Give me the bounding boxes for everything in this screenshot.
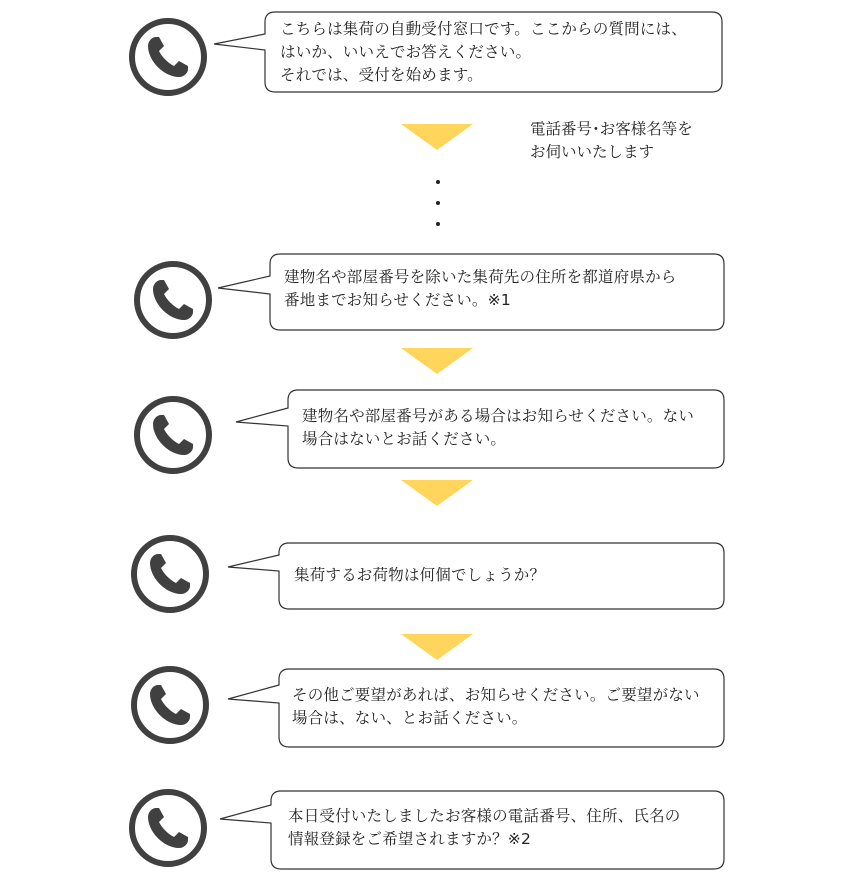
bubble-text: 建物名や部屋番号がある場合はお知らせください。ない 場合はないとお話ください。 — [302, 407, 695, 448]
down-arrow — [401, 348, 473, 374]
down-arrow — [401, 634, 473, 660]
phone-icon — [126, 786, 210, 870]
bubble-text: 集荷するお荷物は何個でしょうか？ — [294, 566, 546, 584]
bubble-text: 本日受付いたしましたお客様の電話番号、住所、氏名の 情報登録をご希望されますか？※2 — [288, 807, 681, 848]
speech-bubble — [226, 667, 726, 749]
phone-icon — [128, 532, 212, 616]
bubble-text: その他ご要望があれば、お知らせください。ご要望がない 場合は、ない、とお話ください。 — [292, 686, 700, 727]
speech-bubble — [218, 789, 726, 871]
down-arrow — [401, 124, 473, 150]
ellipsis-dot — [436, 222, 440, 226]
speech-bubble — [226, 541, 726, 611]
ellipsis-dot — [436, 180, 440, 184]
down-arrow — [401, 480, 473, 506]
speech-bubble — [216, 252, 726, 332]
phone-icon — [131, 393, 215, 477]
speech-bubble — [212, 10, 724, 94]
phone-icon — [131, 258, 215, 342]
speech-bubble — [234, 388, 726, 470]
note-text: 電話番号･お客様名等を お伺いいたします — [530, 120, 693, 161]
bubble-text: こちらは集荷の自動受付窓口です。ここからの質問には、 はいか、いいえでお答えください。 それでは、受付を始めます。 — [280, 20, 687, 84]
phone-icon — [126, 15, 210, 99]
ellipsis-dot — [436, 201, 440, 205]
phone-icon — [128, 663, 212, 747]
bubble-text: 建物名や部屋番号を除いた集荷先の住所を都道府県から 番地までお知らせください。※1 — [284, 268, 677, 309]
